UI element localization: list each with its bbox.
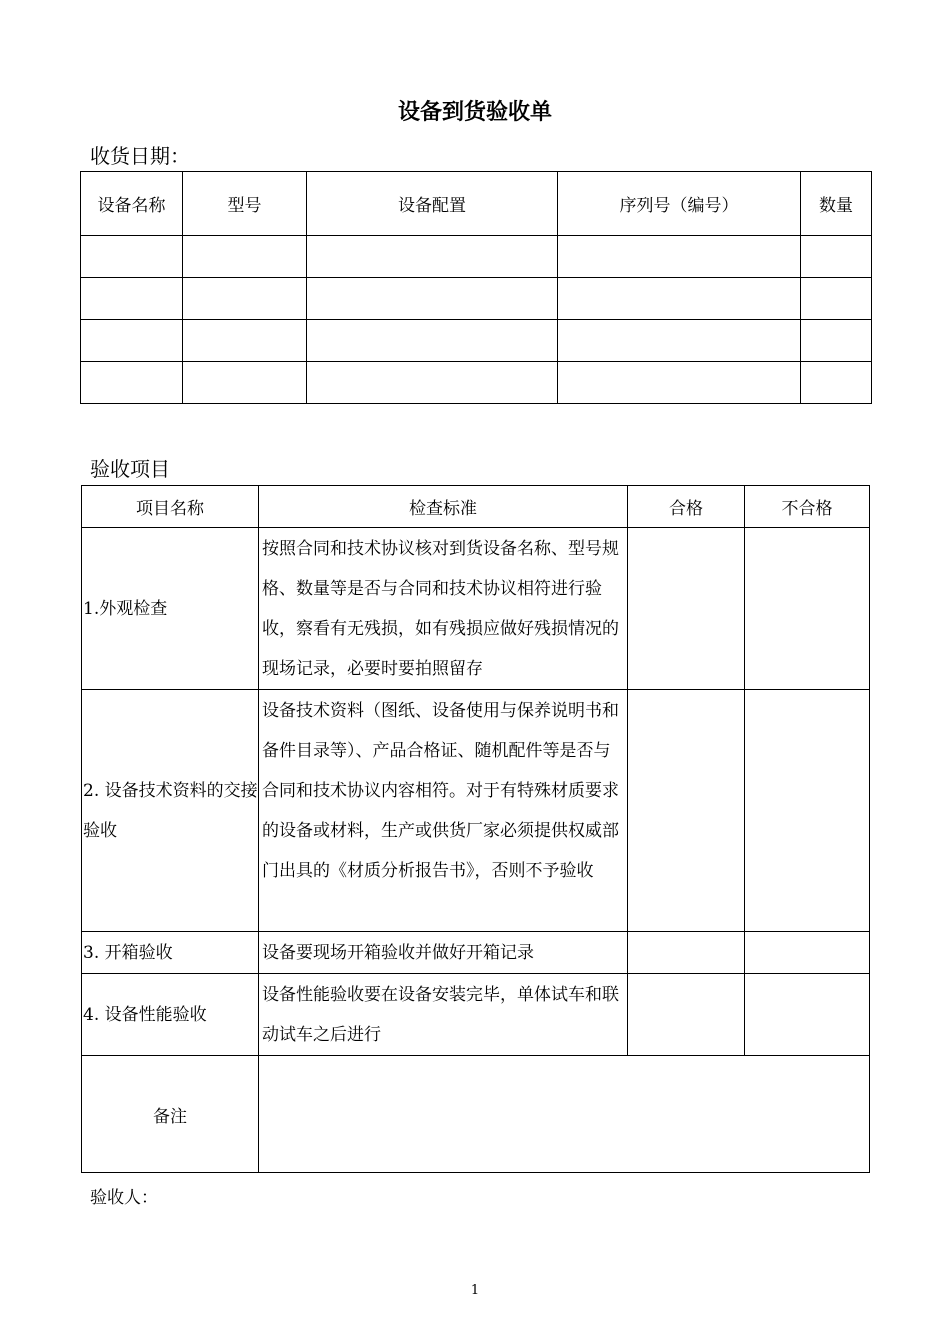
remarks-row <box>82 1056 870 1173</box>
item-standard: 设备性能验收要在设备安装完毕，单体试车和联动试车之后进行 <box>259 974 628 1056</box>
cell-quantity[interactable] <box>801 278 872 320</box>
cell-pass[interactable] <box>628 974 745 1056</box>
header-model: 型号 <box>183 172 307 236</box>
page-number: 1 <box>470 1283 480 1298</box>
cell-fail[interactable] <box>745 932 870 974</box>
cell-serial-number[interactable] <box>558 236 801 278</box>
table-row <box>81 278 872 320</box>
equipment-table <box>80 171 872 404</box>
receipt-date-label: 收货日期： <box>90 144 190 168</box>
cell-equipment-name[interactable] <box>81 278 183 320</box>
cell-model[interactable] <box>183 362 307 404</box>
table-row <box>81 236 872 278</box>
cell-serial-number[interactable] <box>558 362 801 404</box>
cell-equipment-name[interactable] <box>81 320 183 362</box>
cell-configuration[interactable] <box>307 278 558 320</box>
table-row <box>82 690 870 932</box>
equipment-table-header-row <box>81 172 872 236</box>
document-title: 设备到货验收单 <box>397 100 552 125</box>
cell-model[interactable] <box>183 278 307 320</box>
header-item-name: 项目名称 <box>82 486 259 528</box>
inspection-section-label: 验收项目 <box>90 457 170 481</box>
header-serial-number: 序列号（编号） <box>558 172 801 236</box>
cell-pass[interactable] <box>628 528 745 690</box>
header-equipment-name: 设备名称 <box>81 172 183 236</box>
header-pass: 合格 <box>628 486 745 528</box>
item-name: 3. 开箱验收 <box>82 932 259 974</box>
item-standard: 设备技术资料（图纸、设备使用与保养说明书和备件目录等）、产品合格证、随机配件等是否与合同和技术协议内容相符。对于有特殊材质要求的设备或材料，生产或供货厂家必须提供权威部门出具的《材质分析报告书》，否则不予验收 <box>259 690 628 932</box>
item-standard: 设备要现场开箱验收并做好开箱记录 <box>259 932 628 974</box>
cell-pass[interactable] <box>628 690 745 932</box>
cell-configuration[interactable] <box>307 320 558 362</box>
remarks-field[interactable] <box>259 1056 870 1173</box>
cell-configuration[interactable] <box>307 236 558 278</box>
cell-serial-number[interactable] <box>558 320 801 362</box>
header-configuration: 设备配置 <box>307 172 558 236</box>
cell-fail[interactable] <box>745 690 870 932</box>
cell-quantity[interactable] <box>801 362 872 404</box>
cell-equipment-name[interactable] <box>81 236 183 278</box>
table-row <box>82 528 870 690</box>
header-fail: 不合格 <box>745 486 870 528</box>
cell-fail[interactable] <box>745 528 870 690</box>
table-row <box>82 974 870 1056</box>
item-name: 2. 设备技术资料的交接验收 <box>82 690 259 932</box>
cell-pass[interactable] <box>628 932 745 974</box>
table-row <box>81 320 872 362</box>
cell-equipment-name[interactable] <box>81 362 183 404</box>
cell-quantity[interactable] <box>801 320 872 362</box>
item-standard: 按照合同和技术协议核对到货设备名称、型号规格、数量等是否与合同和技术协议相符进行验收，察看有无残损，如有残损应做好残损情况的现场记录，必要时要拍照留存 <box>259 528 628 690</box>
table-row <box>82 932 870 974</box>
remarks-label: 备注 <box>82 1056 259 1173</box>
cell-fail[interactable] <box>745 974 870 1056</box>
cell-configuration[interactable] <box>307 362 558 404</box>
cell-serial-number[interactable] <box>558 278 801 320</box>
cell-model[interactable] <box>183 320 307 362</box>
header-quantity: 数量 <box>801 172 872 236</box>
cell-quantity[interactable] <box>801 236 872 278</box>
item-name: 1.外观检查 <box>82 528 259 690</box>
table-row <box>81 362 872 404</box>
inspection-table-header-row <box>82 486 870 528</box>
item-name: 4. 设备性能验收 <box>82 974 259 1056</box>
inspector-label: 验收人： <box>90 1188 158 1208</box>
inspection-table <box>81 485 870 1173</box>
header-standard: 检查标准 <box>259 486 628 528</box>
cell-model[interactable] <box>183 236 307 278</box>
